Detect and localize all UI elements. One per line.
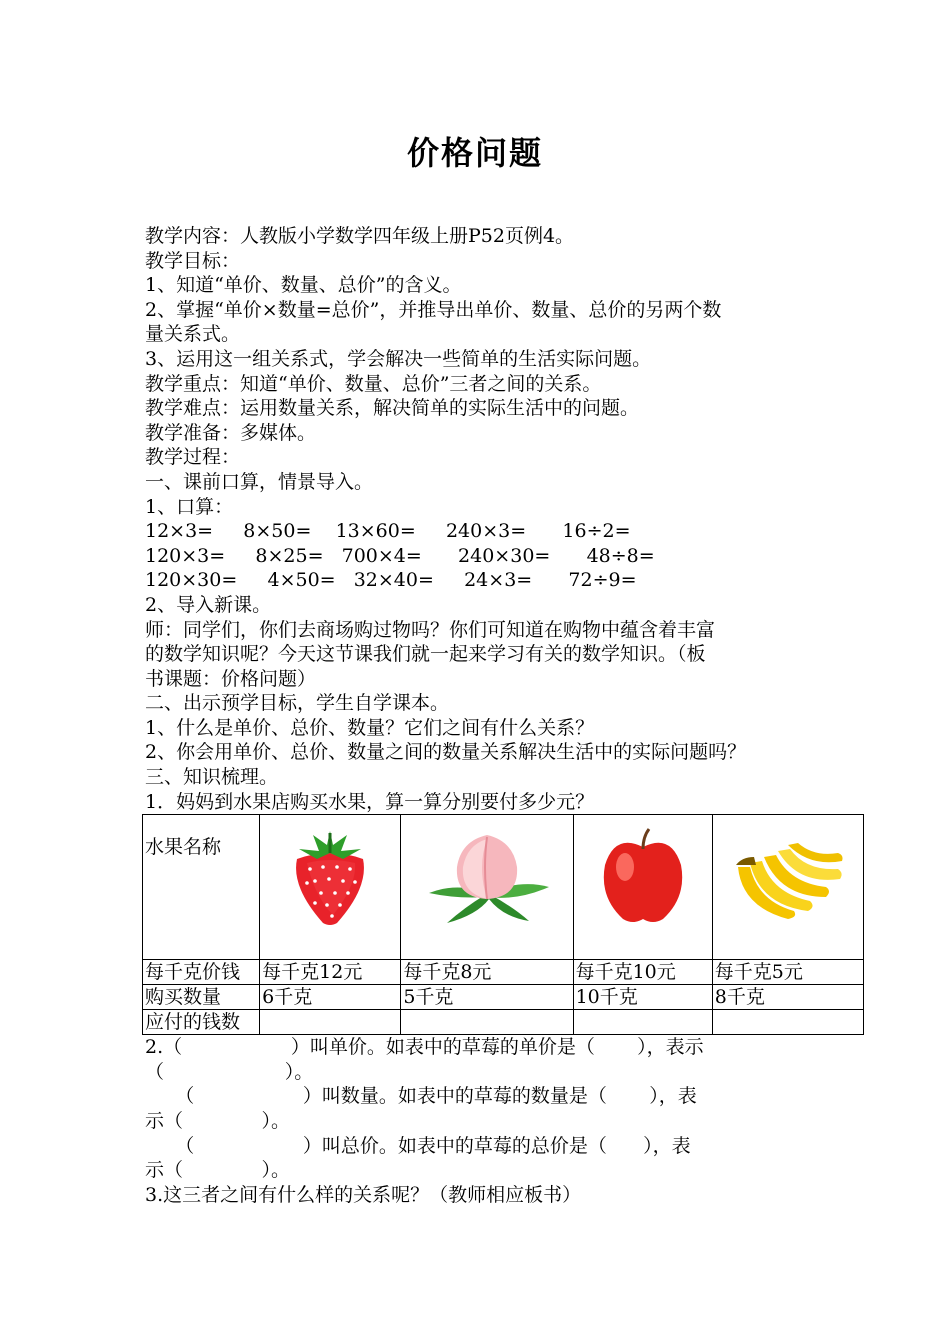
banana-cell	[712, 815, 863, 960]
banana-price: 每千克5元	[712, 960, 863, 985]
text-line: 1、口算：	[145, 495, 234, 518]
quantity-row	[143, 985, 864, 1010]
text-line: 二、出示预学目标，学生自学课本。	[145, 692, 450, 715]
banana-total	[712, 1010, 863, 1035]
text-line: 示（ ）。	[145, 1159, 291, 1182]
fruit-price-table	[142, 814, 864, 1035]
text-line: 教学重点：知道“单价、数量、总价”三者之间的关系。	[145, 372, 602, 395]
lesson-intro	[145, 224, 825, 519]
price-row	[143, 960, 864, 985]
strawberry-cell	[260, 815, 401, 960]
text-line: 3.这三者之间有什么样的关系呢？（教师相应板书）	[145, 1183, 582, 1206]
text-line: 1、什么是单价、总价、数量？它们之间有什么关系？	[145, 716, 595, 739]
peach-cell	[401, 815, 573, 960]
text-line: 2、你会用单价、总价、数量之间的数量关系解决生活中的实际问题吗？	[145, 741, 747, 764]
peach-total	[401, 1010, 573, 1035]
text-line: 三、知识梳理。	[145, 766, 279, 789]
text-line: 3、运用这一组关系式，学会解决一些简单的生活实际问题。	[145, 347, 652, 370]
calc-row: 12×3= 8×50= 13×60= 240×3= 16÷2=	[145, 520, 631, 543]
text-line: 一、课前口算，情景导入。	[145, 470, 374, 493]
text-line: 2、导入新课。	[145, 593, 272, 616]
strawberry-total	[260, 1010, 401, 1035]
peach-price: 每千克8元	[401, 960, 573, 985]
fruit-name-header: 水果名称	[143, 815, 260, 960]
calc-row: 120×3= 8×25= 700×4= 240×30= 48÷8=	[145, 544, 655, 567]
text-line: 书课题：价格问题）	[145, 667, 317, 690]
strawberry-image	[285, 827, 375, 927]
strawberry-price: 每千克12元	[260, 960, 401, 985]
text-line: 的数学知识呢？今天这节课我们就一起来学习有关的数学知识。（板	[145, 643, 706, 666]
definitions-block	[145, 1035, 825, 1207]
text-line: 师：同学们，你们去商场购过物吗？你们可知道在购物中蕴含着丰富	[145, 618, 716, 641]
text-line: 教学过程：	[145, 446, 241, 469]
total-row	[143, 1010, 864, 1035]
peach-quantity: 5千克	[401, 985, 573, 1010]
price-row-label: 每千克价钱	[143, 960, 260, 985]
text-line: 1、知道“单价、数量、总价”的含义。	[145, 274, 462, 297]
text-line: 1．妈妈到水果店购买水果，算一算分别要付多少元？	[145, 790, 595, 813]
fruit-image-row	[143, 815, 864, 960]
text-line: 教学难点：运用数量关系，解决简单的实际生活中的问题。	[145, 397, 640, 420]
text-line: （ ）叫总价。如表中的草莓的总价是（ ），表	[145, 1134, 691, 1157]
strawberry-quantity: 6千克	[260, 985, 401, 1010]
apple-cell	[573, 815, 712, 960]
text-line: 教学目标：	[145, 249, 241, 272]
lesson-process	[145, 593, 825, 814]
text-line: 教学内容：人教版小学数学四年级上册P52页例4。	[145, 225, 575, 247]
apple-quantity: 10千克	[573, 985, 712, 1010]
quantity-row-label: 购买数量	[143, 985, 260, 1010]
text-line: 2.（ ）叫单价。如表中的草莓的单价是（ ），表示	[145, 1036, 704, 1059]
calc-row: 120×30= 4×50= 32×40= 24×3= 72÷9=	[145, 569, 637, 592]
apple-price: 每千克10元	[573, 960, 712, 985]
text-line: 示（ ）。	[145, 1110, 291, 1133]
apple-image	[593, 827, 693, 927]
banana-image	[728, 827, 848, 927]
mental-arithmetic-block	[145, 519, 825, 593]
text-line: 2、掌握“单价×数量=总价”，并推导出单价、数量、总价的另两个数	[145, 298, 722, 321]
peach-image	[417, 827, 557, 927]
text-line: （ ）。	[145, 1060, 314, 1083]
total-row-label: 应付的钱数	[143, 1010, 260, 1035]
banana-quantity: 8千克	[712, 985, 863, 1010]
text-line: 教学准备：多媒体。	[145, 421, 317, 444]
page-title: 价格问题	[406, 134, 543, 172]
lesson-content	[145, 224, 825, 1207]
apple-total	[573, 1010, 712, 1035]
text-line: （ ）叫数量。如表中的草莓的数量是（ ），表	[145, 1085, 697, 1108]
text-line: 量关系式。	[145, 323, 241, 346]
